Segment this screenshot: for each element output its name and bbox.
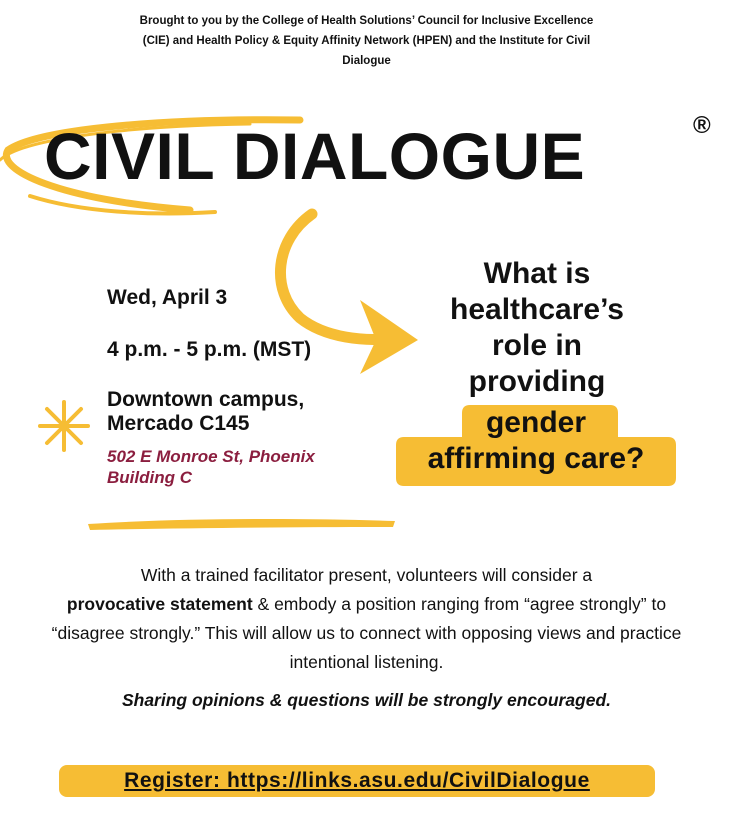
sponsor-line-2: (CIE) and Health Policy & Equity Affinity Network (HPEN) and the Institute for Civil <box>142 35 591 47</box>
registered-mark: ® <box>693 112 711 139</box>
location-line-2: Mercado C145 <box>107 412 250 435</box>
sponsor-line-3: Dialogue <box>342 55 391 67</box>
event-location <box>107 388 387 436</box>
event-date: Wed, April 3 <box>107 286 228 309</box>
description-part-1: With a trained facilitator present, volunteers will consider a <box>140 565 593 585</box>
location-line-1: Downtown campus, <box>107 388 305 411</box>
question-highlight-line-1: gender <box>485 406 587 439</box>
event-address <box>107 446 387 488</box>
address-line-1: 502 E Monroe St, Phoenix <box>107 447 315 466</box>
description-part-2: & embody a position ranging from “agree strongly” to “disagree strongly.” This will allow us to connect with opposing views and practice intentional listening. <box>51 594 682 672</box>
underline-stroke-decoration <box>88 519 395 530</box>
encourage-text: Sharing opinions & questions will be strongly encouraged. <box>121 690 612 710</box>
register-link[interactable]: Register: https://links.asu.edu/CivilDialogue <box>59 765 655 797</box>
question-line-2: healthcare’s <box>450 293 624 326</box>
question-line-1: What is <box>483 257 591 290</box>
sparkle-star-icon <box>40 402 88 450</box>
question-highlight-line-2: affirming care? <box>427 442 645 475</box>
question-heading <box>418 256 656 400</box>
event-time: 4 p.m. - 5 p.m. (MST) <box>107 338 312 361</box>
address-line-2: Building C <box>107 468 192 487</box>
sponsor-text <box>70 11 663 71</box>
page-title: CIVIL DIALOGUE <box>44 119 586 193</box>
description-bold: provocative statement <box>66 594 253 614</box>
question-highlight <box>396 405 676 477</box>
sponsor-line-1: Brought to you by the College of Health Solutions’ Council for Inclusive Excellence <box>139 15 594 27</box>
question-line-3: role in <box>491 329 582 362</box>
description-paragraph <box>40 561 693 677</box>
question-line-4: providing <box>468 365 606 398</box>
